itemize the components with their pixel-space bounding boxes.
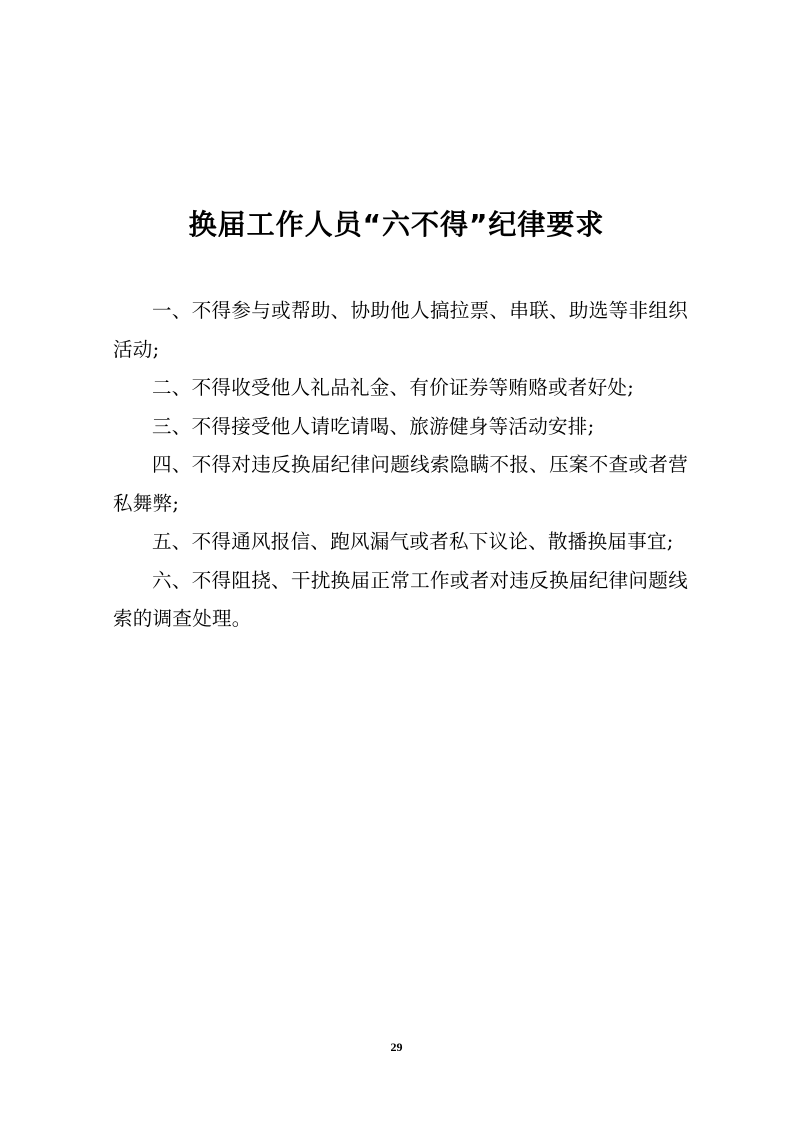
rule-paragraph-3: 三、不得接受他人请吃请喝、旅游健身等活动安排;: [152, 414, 595, 438]
rule-paragraph-6: 六、不得阻挠、干扰换届正常工作或者对违反换届纪律问题线索的调查处理。: [113, 568, 688, 630]
page-number: 29: [390, 1040, 403, 1054]
rule-paragraph-5: 五、不得通风报信、跑风漏气或者私下议论、散播换届事宜;: [152, 530, 674, 553]
rule-paragraph-1: 一、不得参与或帮助、协助他人搞拉票、串联、助选等非组织活动;: [113, 299, 688, 361]
document-title: 换届工作人员“六不得”纪律要求: [188, 208, 605, 241]
rule-paragraph-2: 二、不得收受他人礼品礼金、有价证券等贿赂或者好处;: [152, 376, 635, 399]
document-body: [113, 292, 688, 639]
rule-paragraph-4: 四、不得对违反换届纪律问题线索隐瞒不报、压案不查或者营私舞弊;: [113, 453, 688, 515]
